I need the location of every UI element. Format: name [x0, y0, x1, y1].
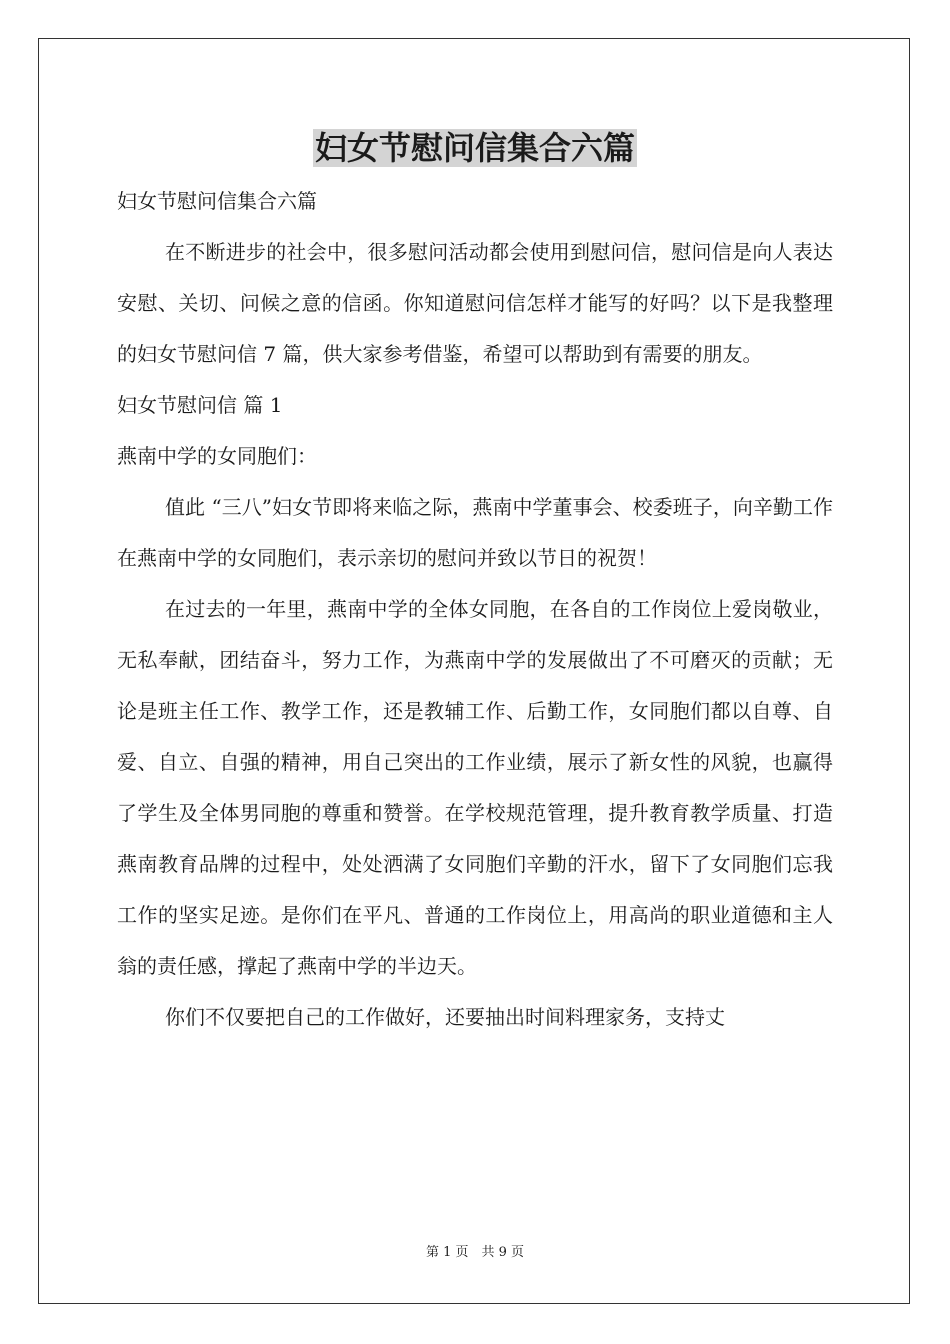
document-body	[117, 176, 833, 1043]
title-text: 妇女节慰问信集合六篇	[314, 129, 635, 167]
section-heading: 妇女节慰问信 篇 1	[117, 393, 283, 417]
subtitle-line: 妇女节慰问信集合六篇	[117, 189, 317, 213]
body-paragraph: 在过去的一年里，燕南中学的全体女同胞，在各自的工作岗位上爱岗敬业，无私奉献，团结奋斗，努力工作，为燕南中学的发展做出了不可磨灭的贡献；无论是班主任工作、教学工作，还是教辅工作、后勤工作，女同胞们都以自尊、自爱、自立、自强的精神，用自己突出的工作业绩，展示了新女性的风貌，也赢得了学生及全体男同胞的尊重和赞誉。在学校规范管理，提升教育教学质量、打造燕南教育品牌的过程中，处处洒满了女同胞们辛勤的汗水，留下了女同胞们忘我工作的坚实足迹。是你们在平凡、普通的工作岗位上，用高尚的职业道德和主人翁的责任感，撑起了燕南中学的半边天。	[117, 597, 833, 978]
document-title	[0, 126, 950, 170]
intro-paragraph: 在不断进步的社会中，很多慰问活动都会使用到慰问信，慰问信是向人表达安慰、关切、问候之意的信函。你知道慰问信怎样才能写的好吗？以下是我整理的妇女节慰问信 7 篇，供大家参考借鉴，希望可以帮助到有需要的朋友。	[117, 240, 833, 366]
body-paragraph: 值此 “三八”妇女节即将来临之际，燕南中学董事会、校委班子，向辛勤工作在燕南中学的女同胞们，表示亲切的慰问并致以节日的祝贺！	[117, 495, 833, 570]
salutation: 燕南中学的女同胞们：	[117, 444, 317, 468]
body-paragraph: 你们不仅要把自己的工作做好，还要抽出时间料理家务，支持丈	[165, 1005, 725, 1029]
page-number-footer: 第 1 页 共 9 页	[425, 1245, 525, 1260]
